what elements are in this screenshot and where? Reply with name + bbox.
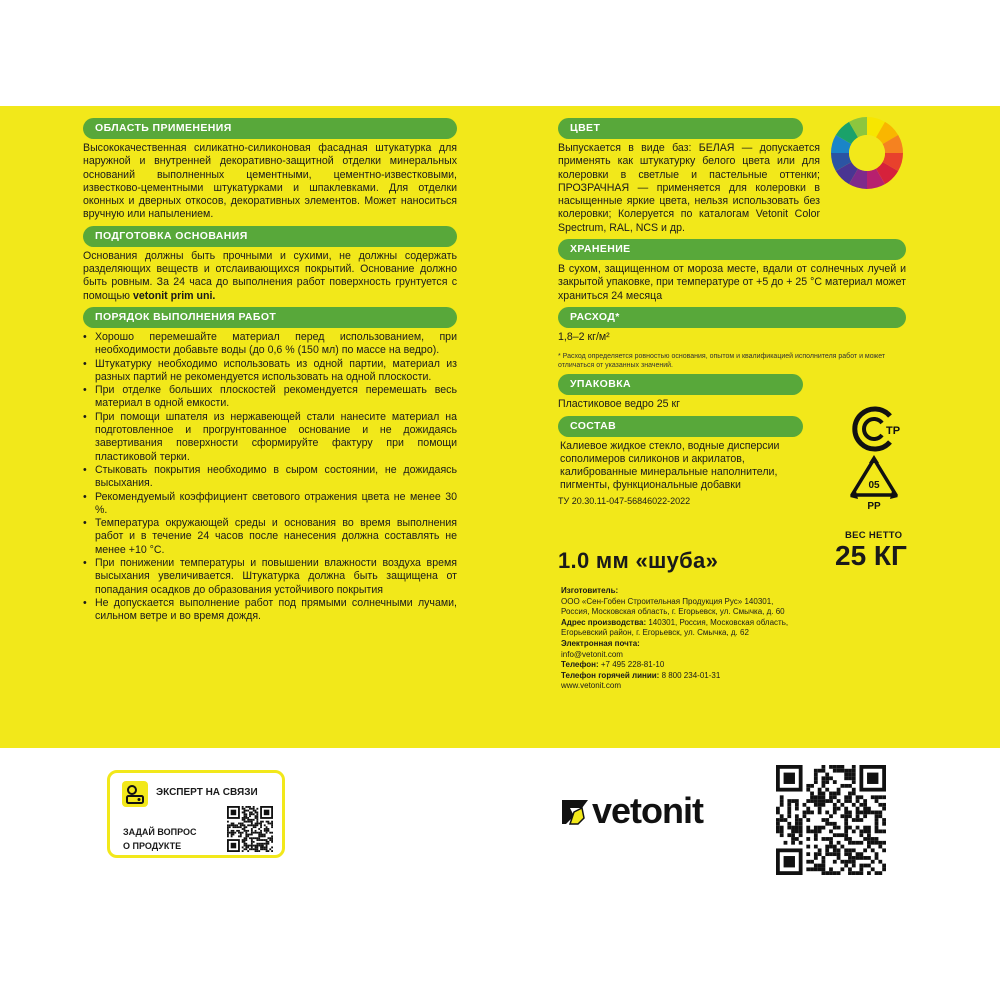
section-header: ОБЛАСТЬ ПРИМЕНЕНИЯ [83, 118, 457, 139]
cert-label: ТР [886, 425, 900, 437]
list-item: • При помощи шпателя из нержавеющей стали нанесите материал на подготовленное и прогрунтованное основание и не дожидаясь завертивания поверхности сформируйте фактуру при помощи пластиковой терки. [83, 411, 457, 464]
recycle-icon [848, 455, 900, 511]
manufacturer-info [561, 586, 801, 692]
expert-line-2: О ПРОДУКТЕ [123, 841, 182, 851]
left-column [83, 118, 457, 628]
recycle-code: 05 [868, 480, 880, 491]
phone-label: Телефон: [561, 660, 599, 670]
website: www.vetonit.com [561, 681, 622, 691]
expert-contact-card [107, 770, 285, 858]
section-header: ПОРЯДОК ВЫПОЛНЕНИЯ РАБОТ [83, 307, 457, 328]
consumption-value: 1,8–2 кг/м² [558, 330, 610, 343]
list-item: • При понижении температуры и повышении влажности воздуха время высыхания увеличивается. Штукатурка должна быть защищена от попадания осадков до образования устойчивого покрытия [83, 557, 457, 597]
hotline: 8 800 234-01-31 [661, 670, 721, 680]
expert-qr-code[interactable] [227, 806, 273, 852]
procedure-list [83, 331, 457, 624]
section-text [83, 250, 457, 303]
recycle-material: PP [867, 501, 881, 511]
list-item: • Не допускается выполнение работ под прямыми солнечными лучами, сильном ветре и во время дождя. [83, 597, 457, 624]
expert-prompt [123, 825, 196, 853]
list-item: • Рекомендуемый коэффициент светового отражения цвета не менее 30 %. [83, 491, 457, 518]
primer-product: vetonit prim uni. [132, 289, 216, 302]
brand-logo [560, 790, 703, 832]
eac-certification-icon [850, 404, 900, 454]
section-header: РАСХОД* [558, 307, 906, 328]
address: 140301, Россия, Московская область, Егорьевский район, г. Егорьевск, ул. Смычка, д. 62 [561, 617, 789, 638]
section-preparation [83, 226, 457, 303]
weight-value: 25 КГ [835, 540, 907, 571]
address-label: Адрес производства: [561, 617, 647, 627]
list-item: • При отделке больших плоскостей рекомендуется перемешать весь материал в одной емкости. [83, 384, 457, 411]
consumption-note: * Расход определяется ровностью основания, опытом и квалификацией исполнителя работ и может отличаться от указанных значений. [558, 353, 886, 370]
expert-title: ЭКСПЕРТ НА СВЯЗИ [156, 787, 258, 798]
manufacturer-label: Изготовитель: [561, 586, 619, 595]
hotline-label: Телефон горячей линии: [561, 670, 660, 680]
product-qr-code[interactable] [776, 765, 886, 875]
preparation-text: Основания должны быть прочными и сухими, не должны содержать разделяющих веществ и отслаивающихся покрытий. Основание должно быть ровным. За 24 часа до выполнения работ поверхность грунтуется с помощью [83, 249, 457, 302]
section-text: В сухом, защищенном от мороза месте, вдали от солнечных лучей и закрытой упаковке, при температуре от +5 до + 25 °С материал может храниться 24 месяца [558, 263, 906, 302]
section-consumption [558, 307, 906, 370]
vetonit-logo-mark-icon [560, 796, 590, 826]
section-header: УПАКОВКА [558, 374, 803, 395]
manufacturer-name: ООО «Сен-Гобен Строительная Продукция Рус» 140301, Россия, Московская область, г. Егорьевск, ул. Смычка, д. 60 [561, 596, 785, 617]
list-item: • Хорошо перемешайте материал перед использованием, при необходимости добавьте воды (до 0,6 % (150 мл) по массе на ведро). [83, 331, 457, 358]
phone: +7 495 228-81-10 [600, 660, 665, 670]
product-size: 1.0 мм «шуба» [558, 548, 719, 573]
section-header: ПОДГОТОВКА ОСНОВАНИЯ [83, 226, 457, 247]
expert-line-1: ЗАДАЙ ВОПРОС [123, 827, 197, 837]
section-text: Калиевое жидкое стекло, водные дисперсии сополимеров силиконов и акрилатов, калиброванные минеральные наполнители, пигменты, функциональные добавки [560, 439, 780, 492]
support-icon [122, 781, 148, 807]
section-text: Выпускается в виде баз: БЕЛАЯ — допускается применять как штукатурку белого цвета или для колеровки в светлые и пастельные оттенки; ПРОЗРАЧНАЯ — применяется для колеровки в насыщенные яркие цвета, нельзя использовать без колеровки; Колеруется по каталогам Vetonit Color Spectrum, RAL, NCS и др. [558, 142, 820, 234]
section-header: СОСТАВ [558, 416, 803, 437]
list-item: • Стыковать покрытия необходимо в сыром состоянии, не дожидаясь высыхания. [83, 464, 457, 491]
section-applicability [83, 118, 457, 222]
weight-label: ВЕС НЕТТО [845, 530, 903, 541]
list-item: • Температура окружающей среды и основания во время выполнения работ и в течение 24 часов после нанесения должна составлять не менее +10 °С. [83, 517, 457, 557]
section-text: Пластиковое ведро 25 кг [558, 398, 680, 411]
color-wheel-icon [830, 116, 904, 190]
section-storage [558, 239, 906, 303]
brand-name: vetonit [592, 790, 704, 831]
list-item: • Штукатурку необходимо использовать из одной партии, материал из разных партий не рекомендуется использовать на одной плоскости. [83, 358, 457, 385]
email-label: Электронная почта: [561, 638, 640, 648]
section-header: ХРАНЕНИЕ [558, 239, 906, 260]
section-header: ЦВЕТ [558, 118, 803, 139]
section-text: Высококачественная силикатно-силиконовая фасадная штукатурка для наружной и внутренней декоративно-защитной отделки минеральных оснований выполненных цементными, цементно-известковыми, известково-цементными штукатурками и шпаклевками. Для отделки оконных и дверных откосов, декоративных элементов. Может наноситься вручную или напылением. [83, 142, 457, 221]
section-procedure [83, 307, 457, 624]
email: info@vetonit.com [561, 649, 623, 659]
spec-code: ТУ 20.30.11-047-56846022-2022 [558, 495, 691, 506]
